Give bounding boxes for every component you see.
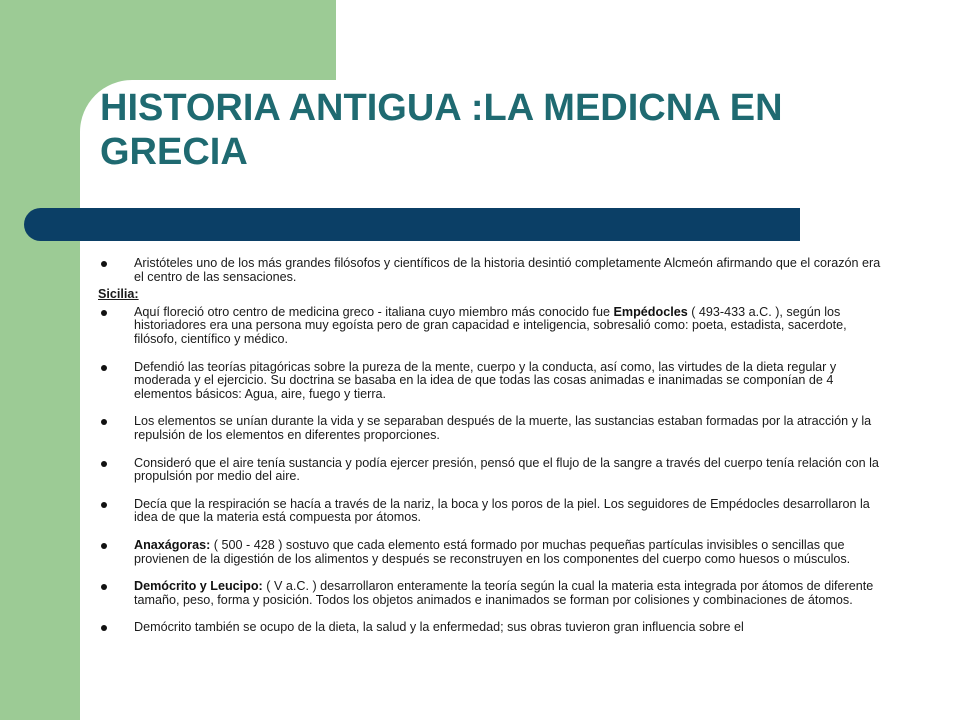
name-democrito-leucipo: Demócrito y Leucipo: [134,579,263,594]
bullet-item [98,621,888,635]
bullet-icon [101,461,107,467]
section-heading-sicilia: Sicilia: [98,287,139,302]
bullet-icon [101,502,107,508]
bullet-item [98,415,888,442]
name-anaxagoras: Anaxágoras: [134,537,211,552]
paragraph-aristoteles: Aristóteles uno de los más grandes filósofos y científicos de la historia desintió completamente Alcmeón afirmando que el corazón era el centro de las sensaciones. [134,256,881,284]
text-segment: ( 500 - 428 ) sostuvo que cada elemento está formado por muchas pequeñas partículas invisibles o sencillas que provienen de la digestión de los alimentos y después se reconstruyen en los componentes del cuerpo como huesos o músculos. [134,537,851,566]
paragraph-empedocles-intro [134,305,847,346]
paragraph-aire: Consideró que el aire tenía sustancia y podía ejercer presión, pensó que el flujo de la sangre a través del cuerpo tenía relación con la propulsión por medio del aire. [134,455,879,484]
bullet-item [98,498,888,525]
bullet-item [98,457,888,484]
bullet-icon [101,365,107,371]
paragraph-elementos: Los elementos se unían durante la vida y se separaban después de la muerte, las sustancias estaban formadas por la atracción y la repulsión de los elementos en diferentes proporciones. [134,414,872,442]
bullet-icon [101,543,107,549]
paragraph-democrito-leucipo [134,579,873,607]
bullet-icon [101,261,107,267]
bullet-item [98,361,888,402]
slide-title: HISTORIA ANTIGUA :LA MEDICNA EN GRECIA [100,87,783,173]
bullet-item [98,257,888,284]
paragraph-democrito-dieta: Demócrito también se ocupo de la dieta, la salud y la enfermedad; sus obras tuvieron gran influencia sobre el [134,620,744,635]
paragraph-teorias: Defendió las teorías pitagóricas sobre la pureza de la mente, cuerpo y la conducta, así como, las virtudes de la dieta regular y moderada y el ejercicio. Su doctrina se basaba en la idea de que todas las cosas animadas e inanimadas se componían de 4 elementos básicos: Agua, aire, fuego y tierra. [134,359,837,401]
text-segment: ( V a.C. ) desarrollaron enteramente la teoría según la cual la materia esta integrada por átomos de diferente tamaño, peso, forma y posición. Todos los objetos animados e inanimados se forman por colisiones y combinaciones de átomos. [134,579,874,607]
bullet-icon [101,419,107,425]
bullet-icon [101,625,107,631]
name-empedocles: Empédocles [613,304,688,319]
bullet-icon [101,310,107,316]
paragraph-respiracion: Decía que la respiración se hacía a través de la nariz, la boca y los poros de la piel. Los seguidores de Empédocles desarrollaron la idea de que la materia está compuesta por átomos. [134,496,870,525]
bullet-item [98,580,888,607]
bullet-item [98,306,888,347]
title-underline-bar [24,208,800,241]
text-segment: Aquí floreció otro centro de medicina greco - italiana cuyo miembro más conocido fue [134,304,614,319]
bullet-item [98,539,888,566]
slide-body [98,257,888,635]
paragraph-anaxagoras [134,538,850,566]
text-segment: ( 493-433 a.C. ), según los historiadores era una persona muy egoísta pero de gran capacidad e inteligencia, sobresalió como: poeta, estadista, sacerdote, filósofo, científico y médico. [134,304,847,346]
bullet-icon [101,584,107,590]
